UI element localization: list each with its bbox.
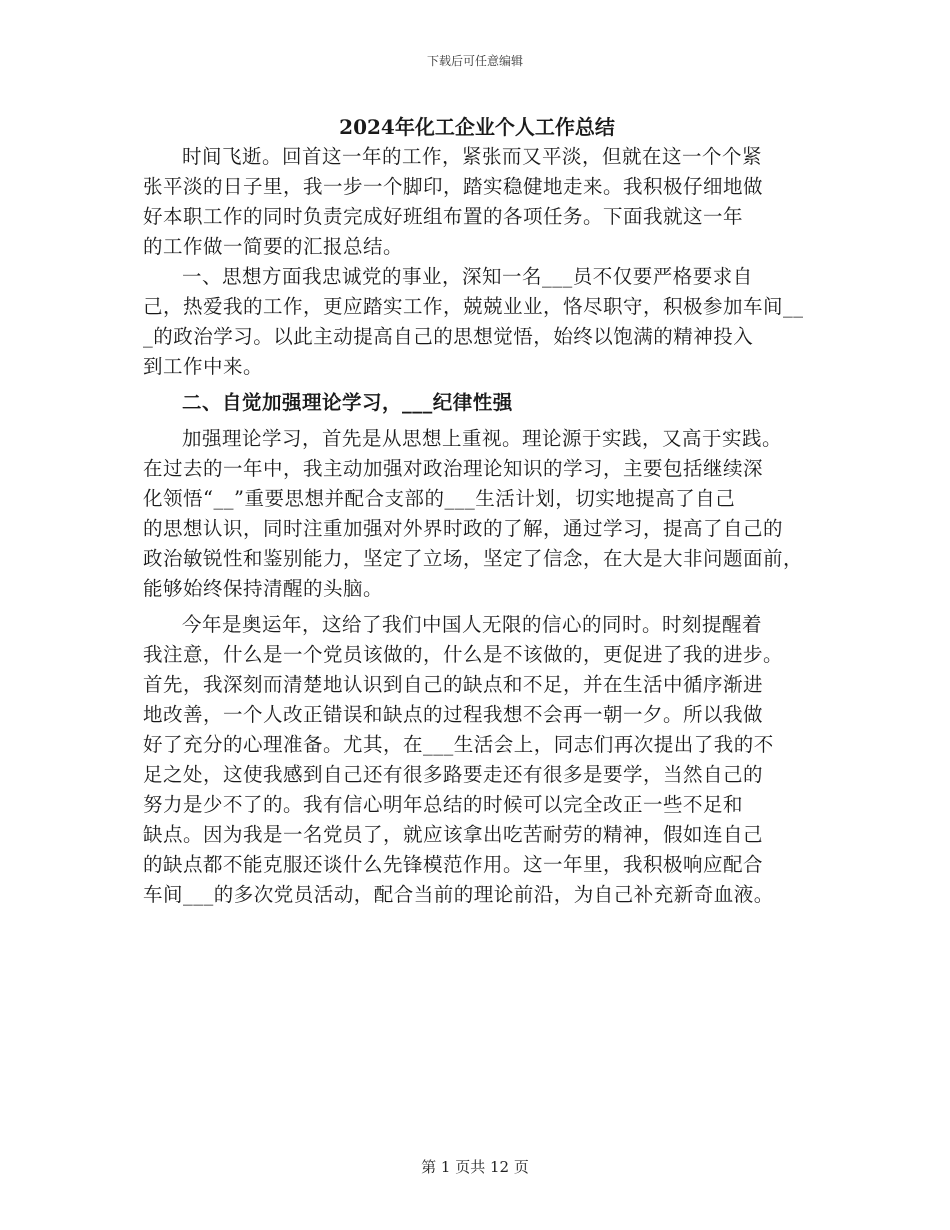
- text-line: 我注意，什么是一个党员该做的，什么是不该做的，更促进了我的进步。: [143, 643, 784, 666]
- text-line: _的政治学习。以此主动提高自己的思想觉悟，始终以饱满的精神投入: [143, 325, 754, 348]
- text-line: 努力是少不了的。我有信心明年总结的时候可以完全改正一些不足和: [143, 793, 744, 816]
- text-line: 一、思想方面我忠诚党的事业，深知一名___员不仅要严格要求自: [182, 265, 753, 288]
- text-line: 在过去的一年中，我主动加强对政治理论知识的学习，主要包括继续深: [143, 457, 764, 480]
- text-line: 时间飞逝。回首这一年的工作，紧张而又平淡，但就在这一个个紧: [182, 145, 763, 168]
- text-line: 的缺点都不能克服还谈什么先锋模范作用。这一年里，我积极响应配合: [143, 853, 764, 876]
- text-line: 加强理论学习，首先是从思想上重视。理论源于实践，又高于实践。: [182, 427, 783, 450]
- page-footer: 第 1 页共 12 页: [421, 1158, 529, 1176]
- text-line: 张平淡的日子里，我一步一个脚印，踏实稳健地走来。我积极仔细地做: [143, 175, 764, 198]
- text-line: 能够始终保持清醒的头脑。: [143, 577, 384, 600]
- text-line: 的工作做一简要的汇报总结。: [143, 235, 404, 258]
- text-line: 车间___的多次党员活动，配合当前的理论前沿，为自己补充新奇血液。: [143, 883, 774, 906]
- text-line: 到工作中来。: [143, 355, 264, 378]
- paragraph-intro: [143, 142, 811, 262]
- text-line: 己，热爱我的工作，更应踏实工作，兢兢业业，恪尽职守，积极参加车间__: [143, 295, 804, 318]
- text-line: 今年是奥运年，这给了我们中国人无限的信心的同时。时刻提醒着: [182, 613, 763, 636]
- text-line: 化领悟“__”重要思想并配合支部的___生活计划，切实地提高了自己: [143, 487, 736, 510]
- text-line: 地改善，一个人改正错误和缺点的过程我想不会再一朝一夕。所以我做: [143, 703, 764, 726]
- page-header: 下载后可任意编辑: [426, 54, 523, 68]
- document-body: [143, 112, 811, 910]
- document-title: 2024年化工企业个人工作总结: [339, 115, 615, 139]
- text-line: 足之处，这使我感到自己还有很多路要走还有很多是要学，当然自己的: [143, 763, 764, 786]
- text-line: 二、自觉加强理论学习，___纪律性强: [182, 391, 513, 414]
- section-heading-2: [143, 388, 811, 418]
- paragraph-theory: [143, 424, 811, 604]
- text-line: 好本职工作的同时负责完成好班组布置的各项任务。下面我就这一年: [143, 205, 744, 228]
- text-line: 首先，我深刻而清楚地认识到自己的缺点和不足，并在生活中循序渐进: [143, 673, 764, 696]
- text-line: 缺点。因为我是一名党员了，就应该拿出吃苦耐劳的精神，假如连自己: [143, 823, 764, 846]
- paragraph-olympic: [143, 610, 811, 910]
- text-line: 的思想认识，同时注重加强对外界时政的了解，通过学习，提高了自己的: [143, 517, 784, 540]
- text-line: 好了充分的心理准备。尤其，在___生活会上，同志们再次提出了我的不: [143, 733, 774, 756]
- text-line: 政治敏锐性和鉴别能力，坚定了立场，坚定了信念，在大是大非问题面前，: [143, 547, 804, 570]
- paragraph-ideology: [143, 262, 811, 382]
